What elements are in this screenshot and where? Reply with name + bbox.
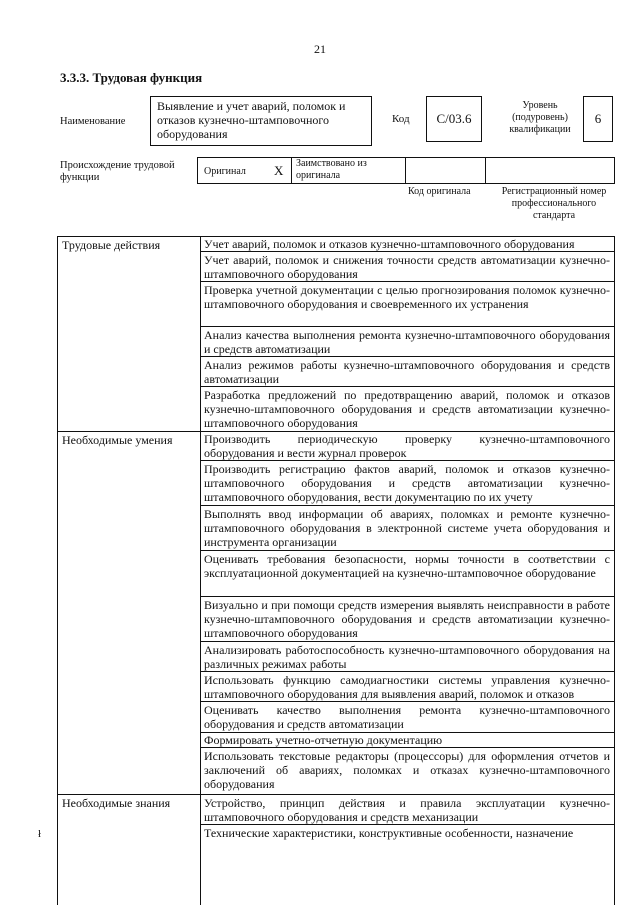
origin-label: Происхождение трудовой функции: [60, 160, 175, 183]
code-label: Код: [392, 113, 410, 125]
category-required-skills: Необходимые умения: [62, 433, 173, 447]
table-row: Учет аварий, поломок и отказов кузнечно-штамповочного оборудования: [204, 237, 575, 251]
row-divider: [200, 747, 615, 748]
table-row: Использовать функцию самодиагностики системы управления кузнечно-штамповочного оборудования для выявления аварий, поломок и отказов: [204, 673, 610, 701]
row-divider: [200, 251, 615, 252]
original-label: Оригинал: [204, 166, 246, 177]
table-row: Учет аварий, поломок и снижения точности средств автоматизации кузнечно-штамповочного оборудования: [204, 253, 610, 281]
level-label: Уровень (подуровень) квалификации: [509, 100, 571, 135]
table-row: Визуально и при помощи средств измерения выявлять неисправности в работе кузнечно-штамповочного оборудования и средств автоматизации кузнечно-штамповочного оборудования: [204, 598, 610, 640]
table-row: Производить периодическую проверку кузнечно-штамповочного оборудования и вести журнал проверок: [204, 432, 610, 460]
row-divider: [200, 701, 615, 702]
table-row: Использовать текстовые редакторы (процессоры) для оформления отчетов и заключений об авариях, поломках и отказах кузнечно-штамповочного оборудования: [204, 749, 610, 791]
original-cell: [198, 158, 292, 183]
code-box: [426, 96, 482, 142]
reg-number-label: Регистрационный номер профессионального стандарта: [501, 186, 607, 221]
borrowed-cell: [292, 158, 406, 183]
code-value: С/03.6: [436, 111, 472, 126]
category-required-knowledge: Необходимые знания: [62, 796, 171, 810]
row-divider: [200, 386, 615, 387]
table-row: Анализировать работоспособность кузнечно-штамповочного оборудования на различных режимах работы: [204, 643, 610, 671]
table-row: Технические характеристики, конструктивные особенности, назначение: [204, 826, 574, 840]
row-divider: [200, 281, 615, 282]
table-row: Производить регистрацию фактов аварий, поломок и отказов кузнечно-штамповочного оборудования и средств автоматизации кузнечно-штамповочного оборудования, вести документацию по их учету: [204, 462, 610, 504]
row-divider: [200, 671, 615, 672]
table-column-divider: [200, 236, 201, 905]
category-labor-actions: Трудовые действия: [62, 238, 161, 252]
borrowed-label: Заимствовано из оригинала: [296, 158, 367, 181]
row-divider: [200, 505, 615, 506]
row-divider: [200, 550, 615, 551]
row-divider: [200, 356, 615, 357]
row-divider: [200, 326, 615, 327]
table-row: Разработка предложений по предотвращению аварий, поломок и отказов кузнечно-штамповочного оборудования и средств автоматизации кузнечно-штамповочного оборудования: [204, 388, 610, 430]
table-row: Анализ качества выполнения ремонта кузнечно-штамповочного оборудования и средств автоматизации: [204, 328, 610, 356]
table-row: Проверка учетной документации с целью прогнозирования поломок кузнечно-штамповочного оборудования и своевременного их устранения: [204, 283, 610, 311]
table-row: Формировать учетно-отчетную документацию: [204, 733, 443, 747]
row-divider: [200, 460, 615, 461]
margin-mark: ł: [38, 828, 42, 840]
name-label: Наименование: [60, 116, 126, 127]
table-row: Оценивать требования безопасности, нормы точности в соответствии с эксплуатационной документацией на кузнечно-штамповочное оборудование: [204, 552, 610, 580]
row-divider: [200, 596, 615, 597]
original-mark: X: [274, 163, 284, 178]
function-name-value: Выявление и учет аварий, поломок и отказов кузнечно-штамповочного оборудования: [157, 99, 346, 141]
category-divider: [57, 794, 615, 795]
origin-row: [197, 157, 615, 184]
code-original-cell: [406, 158, 486, 183]
section-title: 3.3.3. Трудовая функция: [60, 70, 203, 85]
function-name-box: [150, 96, 372, 146]
table-row: Анализ режимов работы кузнечно-штамповочного оборудования и средств автоматизации: [204, 358, 610, 386]
table-row: Устройство, принцип действия и правила эксплуатации кузнечно-штамповочного оборудования и средств механизации: [204, 796, 610, 824]
level-box: [583, 96, 613, 142]
level-value: 6: [594, 111, 602, 126]
row-divider: [200, 641, 615, 642]
table-row: Выполнять ввод информации об авариях, поломках и ремонте кузнечно-штамповочного оборудования в электронной системе учета оборудования и инструмента организации: [204, 507, 610, 549]
code-original-label: Код оригинала: [408, 186, 471, 197]
row-divider: [200, 824, 615, 825]
page-number: 21: [314, 42, 326, 56]
table-row: Оценивать качество выполнения ремонта кузнечно-штамповочного оборудования и средств автоматизации: [204, 703, 610, 731]
